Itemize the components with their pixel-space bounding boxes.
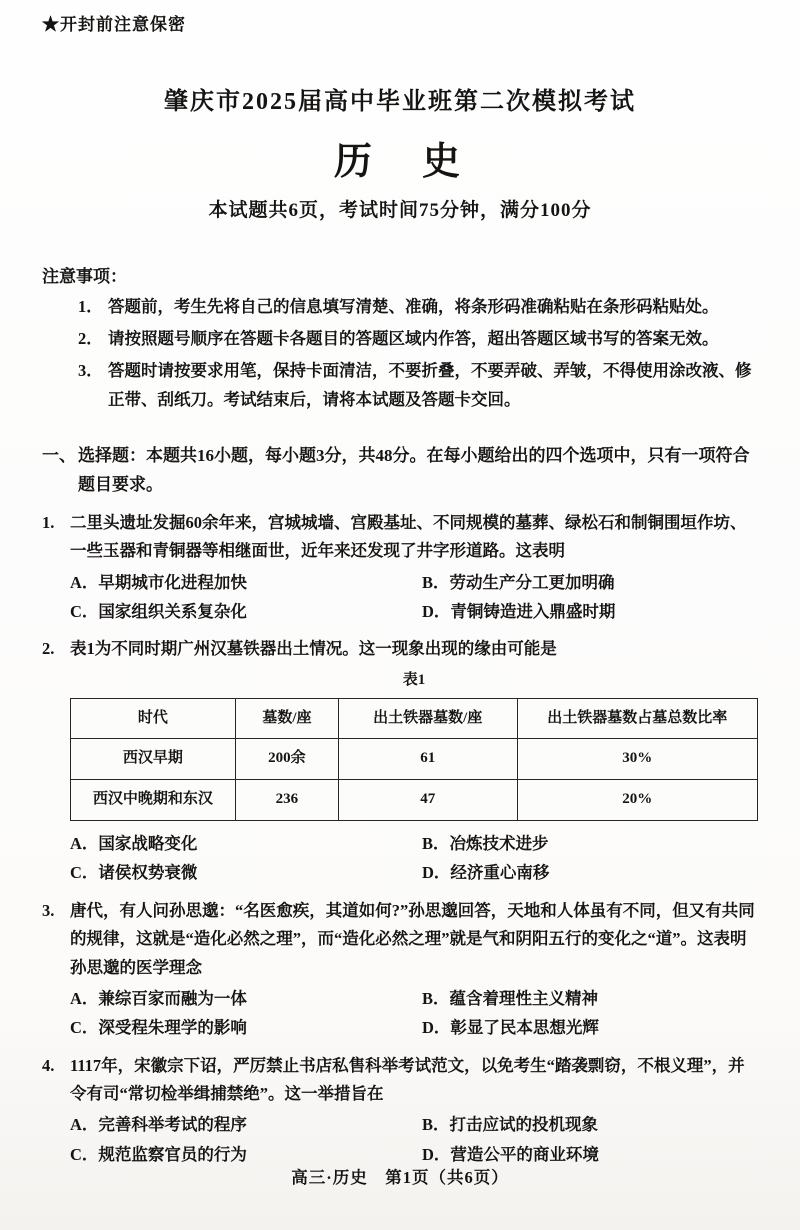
question-1 xyxy=(42,509,758,626)
question-4 xyxy=(42,1052,758,1169)
table-cell: 30% xyxy=(517,739,757,780)
note-marker: 1． xyxy=(78,297,103,316)
table-cell: 西汉中晚期和东汉 xyxy=(71,780,236,821)
security-notice: ★开封前注意保密 xyxy=(42,15,186,34)
table-cell: 西汉早期 xyxy=(71,739,236,780)
option-b: B．劳动生产分工更加明确 xyxy=(422,572,615,592)
option-c: C．国家组织关系复杂化 xyxy=(70,602,247,622)
question-stem: 1117年，宋徽宗下诏，严厉禁止书店私售科举考试范文，以免考生“踏袭剽窃，不根义理”，并令有司“常切检举缉捕禁绝”。这一举措旨在 xyxy=(70,1055,745,1103)
page-footer: 高三·历史 第1页（共6页） xyxy=(291,1168,509,1187)
table-cell: 20% xyxy=(517,780,757,821)
table-cell: 200余 xyxy=(235,739,338,780)
note-text: 答题时请按要求用笔，保持卡面清洁，不要折叠，不要弄破、弄皱，不得使用涂改液、修正带、刮纸刀。考试结束后，请将本试题及答题卡交回。 xyxy=(108,360,752,409)
option-a: A．兼综百家而融为一体 xyxy=(70,988,247,1008)
note-item-1 xyxy=(78,293,758,322)
table1-caption: 表1 xyxy=(402,671,426,688)
option-c: C．深受程朱理学的影响 xyxy=(70,1018,247,1038)
table-header-row xyxy=(71,698,758,739)
question-options xyxy=(70,984,758,1043)
option-d: D．彰显了民本思想光辉 xyxy=(422,1018,599,1038)
question-number: 2. xyxy=(42,639,55,659)
note-text: 请按照题号顺序在答题卡各题目的答题区域内作答，超出答题区域书写的答案无效。 xyxy=(108,328,719,348)
notes-heading: 注意事项： xyxy=(42,267,127,286)
question-number: 4. xyxy=(42,1055,55,1075)
note-text: 答题前，考生先将自己的信息填写清楚、准确，将条形码准确粘贴在条形码粘贴处。 xyxy=(108,297,719,316)
option-b: B．冶炼技术进步 xyxy=(422,834,549,854)
question-stem: 表1为不同时期广州汉墓铁器出土情况。这一现象出现的缘由可能是 xyxy=(70,639,557,659)
table-header-cell: 墓数/座 xyxy=(235,698,338,739)
option-d: D．营造公平的商业环境 xyxy=(422,1144,599,1164)
note-item-3 xyxy=(78,357,758,415)
option-d: D．青铜铸造进入鼎盛时期 xyxy=(422,602,616,622)
section-text: 选择题：本题共16小题，每小题3分，共48分。在每小题给出的四个选项中，只有一项符合题目要求。 xyxy=(78,445,750,495)
table-cell: 236 xyxy=(235,780,338,821)
exam-info: 本试题共6页，考试时间75分钟，满分100分 xyxy=(208,200,592,221)
table-row xyxy=(71,780,758,821)
section-one-heading xyxy=(42,441,758,501)
note-item-2 xyxy=(78,325,758,354)
subject-title: 历 史 xyxy=(333,141,466,183)
table-header-cell: 出土铁器墓数/座 xyxy=(338,698,517,739)
table-row xyxy=(71,739,758,780)
option-c: C．规范监察官员的行为 xyxy=(70,1144,247,1164)
note-marker: 2． xyxy=(78,328,103,348)
option-a: A．完善科举考试的程序 xyxy=(70,1115,247,1135)
option-a: A．国家战略变化 xyxy=(70,834,198,854)
section-marker: 一、 xyxy=(42,445,76,465)
table-cell: 47 xyxy=(338,780,517,821)
question-2 xyxy=(42,635,758,887)
question-options xyxy=(70,568,758,627)
table-header-cell: 出土铁器墓数占墓总数比率 xyxy=(517,698,757,739)
table-cell: 61 xyxy=(338,739,517,780)
option-c: C．诸侯权势衰微 xyxy=(70,863,198,883)
question-number: 3. xyxy=(42,900,55,920)
iron-artifacts-table xyxy=(70,698,758,821)
option-b: B．蕴含着理性主义精神 xyxy=(422,988,599,1008)
note-marker: 3． xyxy=(78,360,103,380)
question-stem: 二里头遗址发掘60余年来，宫城城墙、宫殿基址、不同规模的墓葬、绿松石和制铜围垣作坊、一些玉器和青铜器等相继面世，近年来还发现了井字形道路。这表明 xyxy=(70,513,747,561)
question-options xyxy=(70,1110,758,1169)
option-b: B．打击应试的投机现象 xyxy=(422,1115,599,1135)
question-3 xyxy=(42,897,758,1043)
question-stem: 唐代，有人问孙思邈：“名医愈疾，其道如何?”孙思邈回答，天地和人体虽有不同，但又有共同的规律，这就是“造化必然之理”，而“造化必然之理”就是气和阴阳五行的变化之“道”。这表明孙思邈的医学理念 xyxy=(70,900,755,977)
question-number: 1. xyxy=(42,513,55,532)
option-d: D．经济重心南移 xyxy=(422,863,550,883)
option-a: A．早期城市化进程加快 xyxy=(70,572,247,592)
question-options xyxy=(70,829,758,888)
notes-list xyxy=(42,293,758,415)
table-header-cell: 时代 xyxy=(71,698,236,739)
exam-title: 肇庆市2025届高中毕业班第二次模拟考试 xyxy=(164,89,636,115)
